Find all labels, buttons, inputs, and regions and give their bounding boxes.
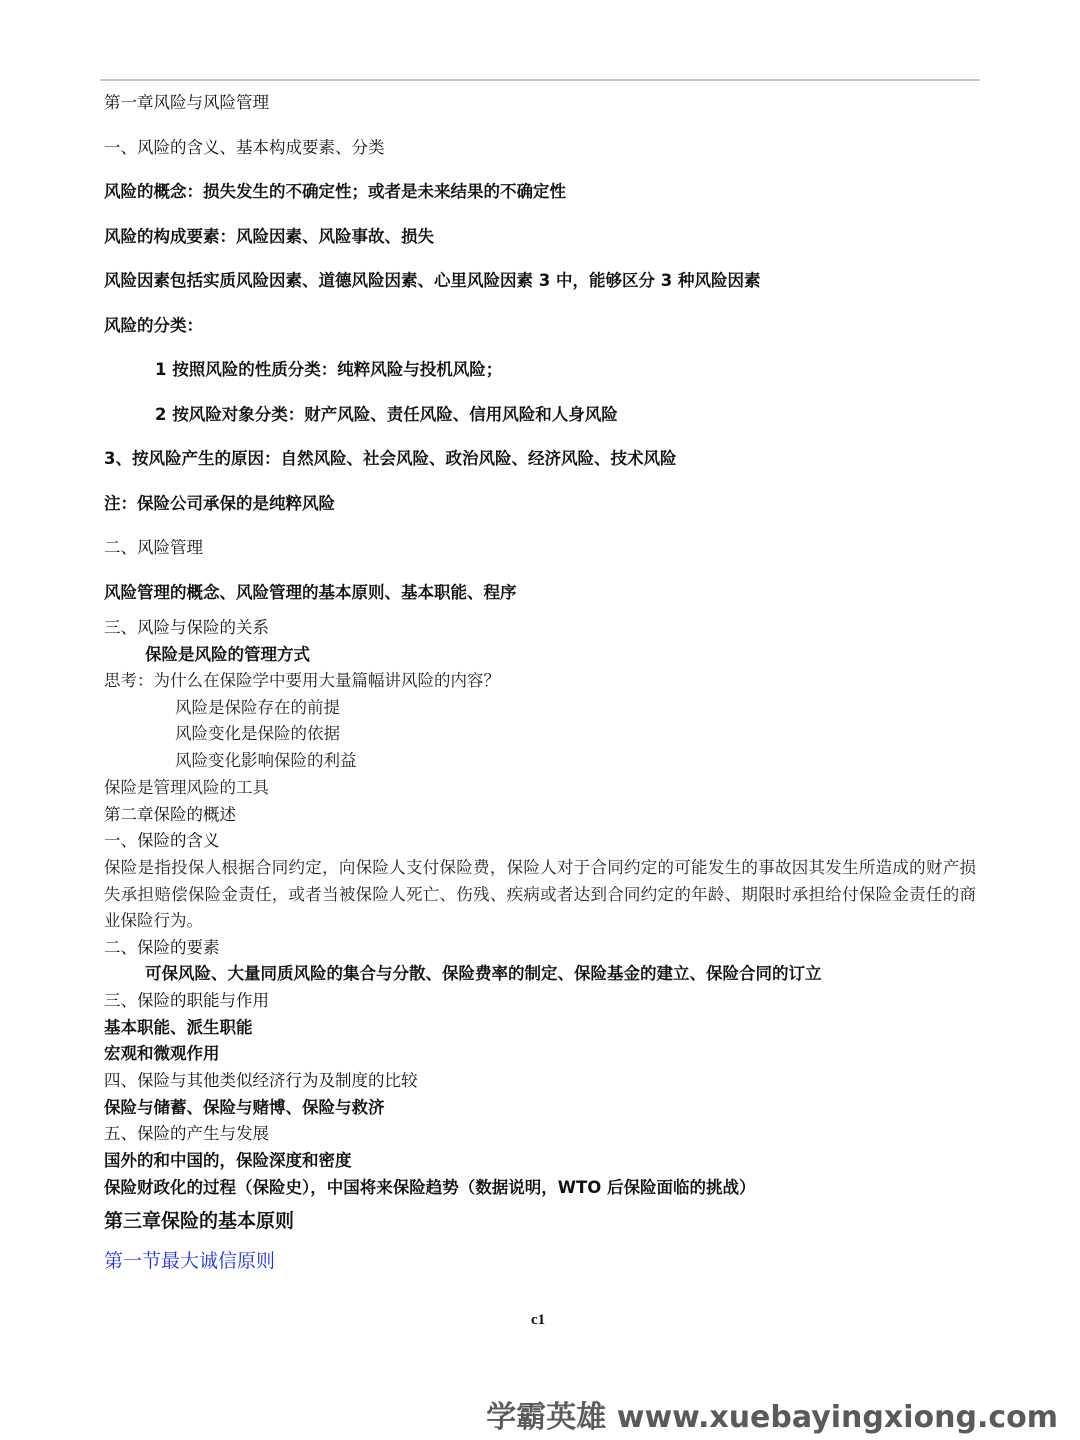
section-heading: 二、保险的要素 xyxy=(104,938,220,957)
section-heading: 五、保险的产生与发展 xyxy=(104,1124,269,1143)
section-heading: 四、保险与其他类似经济行为及制度的比较 xyxy=(104,1071,418,1090)
text-line: 风险的分类： xyxy=(104,316,203,335)
text-line: 风险的构成要素：风险因素、风险事故、损失 xyxy=(104,227,434,246)
list-item: 1 按照风险的性质分类：纯粹风险与投机风险； xyxy=(155,360,503,379)
text-line: 风险管理的概念、风险管理的基本原则、基本职能、程序 xyxy=(104,583,517,602)
text-line: 风险的概念：损失发生的不确定性；或者是未来结果的不确定性 xyxy=(104,182,566,201)
section-heading: 三、风险与保险的关系 xyxy=(104,618,269,637)
text-line: 基本职能、派生职能 xyxy=(104,1018,253,1037)
text-line: 3、按风险产生的原因：自然风险、社会风险、政治风险、经济风险、技术风险 xyxy=(104,449,677,468)
text-line: 国外的和中国的，保险深度和密度 xyxy=(104,1151,352,1170)
text-line: 保险是管理风险的工具 xyxy=(104,778,269,797)
section-heading: 二、风险管理 xyxy=(104,538,203,557)
section-1-link[interactable]: 第一节最大诚信原则 xyxy=(104,1250,276,1272)
chapter-2-title: 第二章保险的概述 xyxy=(104,805,236,824)
text-line: 可保风险、大量同质风险的集合与分散、保险费率的制定、保险基金的建立、保险合同的订立 xyxy=(145,964,822,983)
header-rule xyxy=(100,79,980,81)
section-heading: 一、风险的含义、基本构成要素、分类 xyxy=(104,138,385,157)
text-line: 风险变化是保险的依据 xyxy=(175,724,340,743)
note-line: 注：保险公司承保的是纯粹风险 xyxy=(104,494,335,513)
watermark: 学霸英雄 www.xuebayingxiong.com xyxy=(486,1400,1058,1435)
section-heading: 一、保险的含义 xyxy=(104,831,220,850)
chapter-1-title: 第一章风险与风险管理 xyxy=(104,93,269,112)
text-line: 保险与储蓄、保险与赌博、保险与救济 xyxy=(104,1098,385,1117)
text-line: 风险是保险存在的前提 xyxy=(175,698,340,717)
text-line: 宏观和微观作用 xyxy=(104,1044,220,1063)
question-line: 思考：为什么在保险学中要用大量篇幅讲风险的内容？ xyxy=(104,671,500,690)
text-line: 风险变化影响保险的利益 xyxy=(175,751,357,770)
text-line: 保险是风险的管理方式 xyxy=(145,645,310,664)
definition-paragraph: 保险是指投保人根据合同约定，向保险人支付保险费，保险人对于合同约定的可能发生的事故因其发生所造成的财产损失承担赔偿保险金责任，或者当被保险人死亡、伤残、疾病或者达到合同约定的年龄、期限时承担给付保险金责任的商业保险行为。 xyxy=(104,858,976,931)
list-item: 2 按风险对象分类：财产风险、责任风险、信用风险和人身风险 xyxy=(155,405,618,424)
text-line: 保险财政化的过程（保险史），中国将来保险趋势（数据说明，WTO 后保险面临的挑战） xyxy=(104,1178,756,1197)
page-number: c1 xyxy=(531,1312,546,1328)
chapter-3-title: 第三章保险的基本原则 xyxy=(104,1210,295,1232)
text-line: 风险因素包括实质风险因素、道德风险因素、心里风险因素 3 中，能够区分 3 种风险因素 xyxy=(104,271,761,290)
section-heading: 三、保险的职能与作用 xyxy=(104,991,269,1010)
